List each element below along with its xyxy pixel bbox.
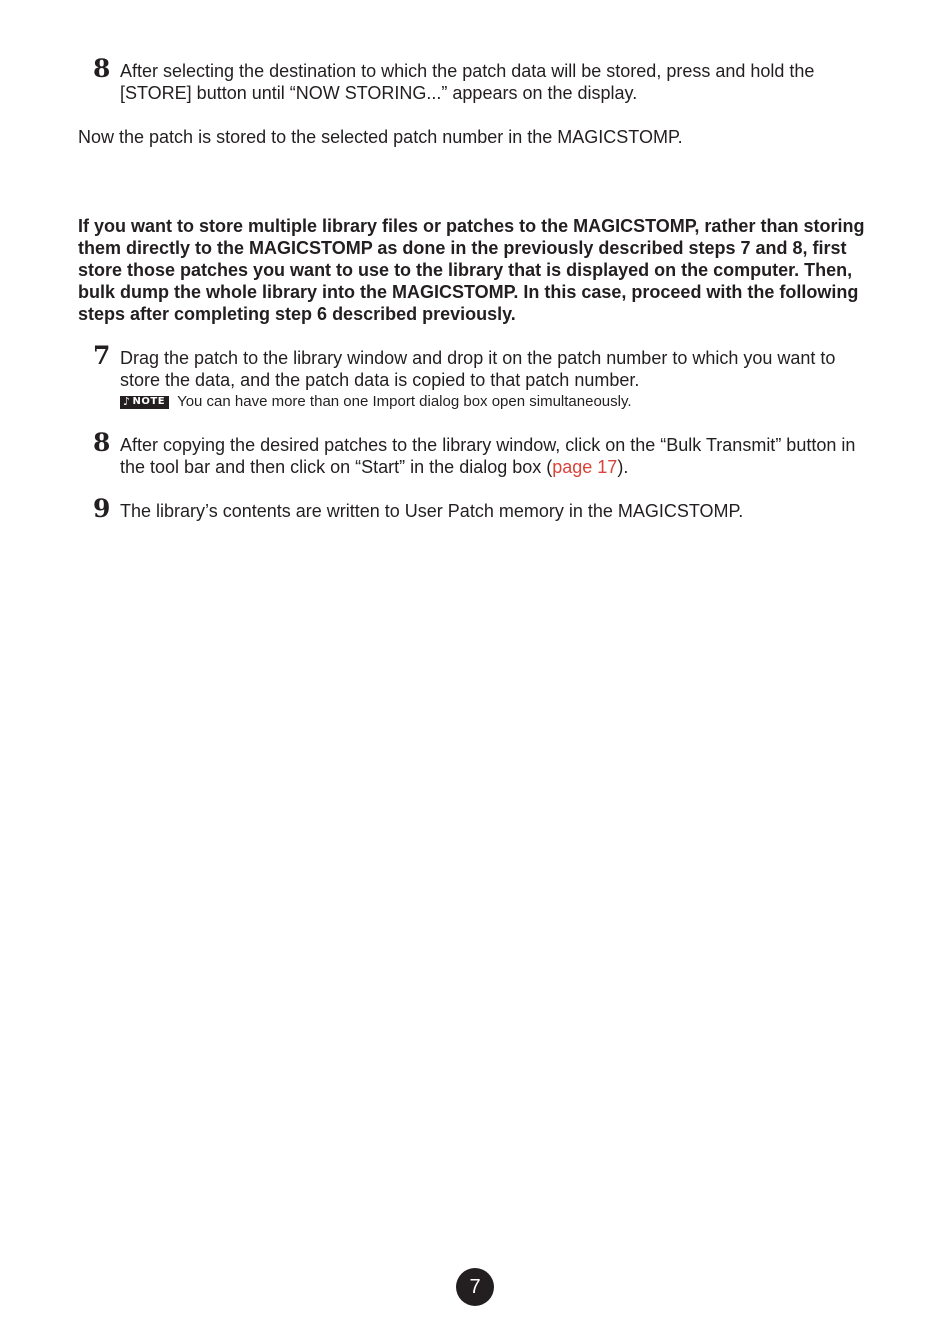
step-number: 8 xyxy=(93,428,111,457)
note-badge xyxy=(120,396,169,409)
step-text: Drag the patch to the library window and drop it on the patch number to which you want to store the data, and the patch data is copied to that patch number. xyxy=(120,348,836,390)
step-text xyxy=(120,434,870,478)
step-number: 7 xyxy=(93,341,111,370)
step-text: After selecting the destination to which the patch data will be stored, press and hold the [STORE] button until “NOW STORING...” appears on the display. xyxy=(120,61,815,103)
step-text-before: After copying the desired patches to the library window, click on the “Bulk Transmit” button in the tool bar and then click on “Start” in the dialog box ( xyxy=(120,435,856,477)
step-number: 8 xyxy=(93,54,111,83)
step-text: The library’s contents are written to User Patch memory in the MAGICSTOMP. xyxy=(120,501,744,521)
step-number: 9 xyxy=(93,494,111,523)
note xyxy=(120,393,632,411)
stored-paragraph: Now the patch is stored to the selected patch number in the MAGICSTOMP. xyxy=(78,127,683,147)
music-note-icon: ♪ xyxy=(123,395,131,408)
page-17-link[interactable]: page 17 xyxy=(552,457,618,477)
page-number: 7 xyxy=(456,1268,494,1306)
note-badge-label: NOTE xyxy=(132,396,166,407)
intro-paragraph: If you want to store multiple library files or patches to the MAGICSTOMP, rather than storing them directly to the MAGICSTOMP as done in the previously described steps 7 and 8, first store those patches you want to use to the library that is displayed on the computer. Then, bulk dump the whole library into the MAGICSTOMP. In this case, proceed with the following steps after completing step 6 described previously. xyxy=(78,216,865,324)
note-text: You can have more than one Import dialog box open simultaneously. xyxy=(177,393,632,410)
step-text-after: ). xyxy=(617,457,629,477)
